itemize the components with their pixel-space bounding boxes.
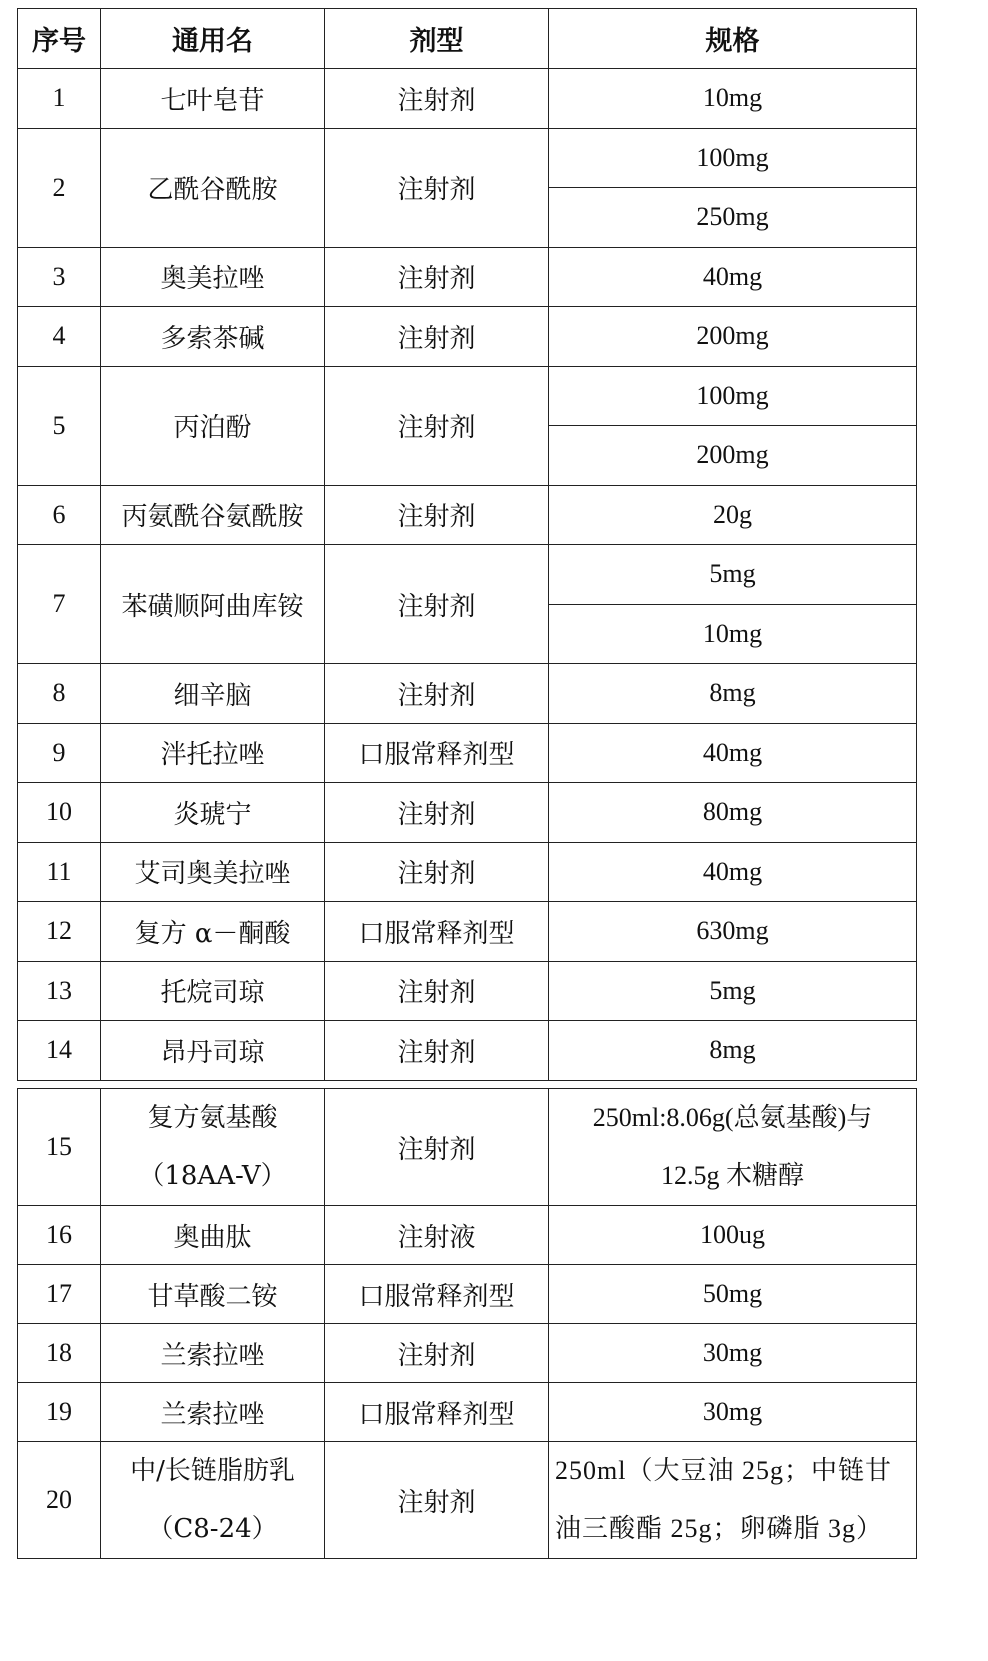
table-row [18,1383,917,1442]
drug-name: 七叶皂苷 [101,69,325,129]
drug-name: 丙泊酚 [101,366,325,485]
drug-name: 甘草酸二铵 [101,1265,325,1324]
row-number: 10 [18,783,101,843]
drug-name: 泮托拉唑 [101,723,325,783]
row-number: 17 [18,1265,101,1324]
table-row [18,247,917,307]
spec-cell: 5mg [549,545,917,605]
row-number: 5 [18,366,101,485]
table-row [18,902,917,962]
drug-name [101,1089,325,1206]
dosage-form: 注射剂 [325,366,549,485]
row-number: 8 [18,664,101,724]
row-number: 1 [18,69,101,129]
table-row [18,69,917,129]
table-row [18,664,917,724]
header-row [18,9,917,69]
drug-name: 兰索拉唑 [101,1324,325,1383]
row-number: 11 [18,842,101,902]
dosage-form: 口服常释剂型 [325,902,549,962]
table-row [18,842,917,902]
drug-name [101,1442,325,1559]
dosage-form: 注射剂 [325,128,549,247]
spec-cell: 30mg [549,1383,917,1442]
spec-cell [549,1442,917,1559]
table-row [18,366,917,426]
drug-name: 复方 α－酮酸 [101,902,325,962]
table-row [18,1021,917,1081]
row-number: 6 [18,485,101,545]
drug-name: 苯磺顺阿曲库铵 [101,545,325,664]
spec-line: 250ml（大豆油 25g；中链甘 [555,1456,892,1485]
row-number: 13 [18,961,101,1021]
row-number: 14 [18,1021,101,1081]
drug-name-line: （18AA-V） [138,1161,287,1191]
row-number: 4 [18,307,101,367]
dosage-form: 注射剂 [325,247,549,307]
drug-name: 炎琥宁 [101,783,325,843]
spec-cell: 200mg [549,307,917,367]
spec-cell: 5mg [549,961,917,1021]
table-row [18,128,917,188]
row-number: 16 [18,1206,101,1265]
table-row [18,783,917,843]
drug-name: 昂丹司琼 [101,1021,325,1081]
spec-cell: 30mg [549,1324,917,1383]
row-number: 18 [18,1324,101,1383]
dosage-form: 注射剂 [325,783,549,843]
dosage-form: 口服常释剂型 [325,1265,549,1324]
dosage-form: 注射剂 [325,1324,549,1383]
spec-cell: 10mg [549,69,917,129]
spec-cell: 8mg [549,664,917,724]
spec-cell: 10mg [549,604,917,664]
row-number: 19 [18,1383,101,1442]
header-spec: 规格 [549,9,917,69]
dosage-form: 注射剂 [325,545,549,664]
drug-name: 细辛脑 [101,664,325,724]
table-row [18,307,917,367]
row-number: 20 [18,1442,101,1559]
spec-cell: 40mg [549,723,917,783]
spec-line: 12.5g 木糖醇 [660,1161,804,1190]
spec-cell: 50mg [549,1265,917,1324]
drug-name-line: （C8-24） [147,1514,278,1544]
table-row [18,545,917,605]
spec-cell: 20g [549,485,917,545]
table-row [18,1089,917,1206]
drug-name: 兰索拉唑 [101,1383,325,1442]
table-row [18,1324,917,1383]
dosage-form: 口服常释剂型 [325,723,549,783]
dosage-form: 口服常释剂型 [325,1383,549,1442]
spec-line: 油三酸酯 25g；卵磷脂 3g） [555,1514,884,1543]
table-row [18,1442,917,1559]
table-row [18,485,917,545]
row-number: 15 [18,1089,101,1206]
drug-name: 乙酰谷酰胺 [101,128,325,247]
row-number: 7 [18,545,101,664]
spec-cell: 200mg [549,426,917,486]
spec-cell: 40mg [549,842,917,902]
header-form: 剂型 [325,9,549,69]
drug-name-line: 中/长链脂肪乳 [130,1456,295,1486]
drug-name: 艾司奥美拉唑 [101,842,325,902]
table-row [18,961,917,1021]
table-row [18,723,917,783]
spec-cell: 100mg [549,366,917,426]
dosage-form: 注射剂 [325,1442,549,1559]
spec-cell: 40mg [549,247,917,307]
spec-cell: 100mg [549,128,917,188]
table-row [18,1206,917,1265]
spec-cell: 630mg [549,902,917,962]
header-name: 通用名 [101,9,325,69]
spec-line: 250ml:8.06g(总氨基酸)与 [592,1103,873,1132]
dosage-form: 注射剂 [325,842,549,902]
row-number: 12 [18,902,101,962]
header-index: 序号 [18,9,101,69]
spec-cell: 100ug [549,1206,917,1265]
table-row [18,1265,917,1324]
dosage-form: 注射液 [325,1206,549,1265]
dosage-form: 注射剂 [325,69,549,129]
spec-cell: 250mg [549,188,917,248]
drug-name: 丙氨酰谷氨酰胺 [101,485,325,545]
spec-cell: 8mg [549,1021,917,1081]
dosage-form: 注射剂 [325,664,549,724]
dosage-form: 注射剂 [325,1021,549,1081]
drug-name: 多索茶碱 [101,307,325,367]
drug-table-part-2 [17,1088,917,1559]
dosage-form: 注射剂 [325,961,549,1021]
row-number: 9 [18,723,101,783]
drug-name: 奥美拉唑 [101,247,325,307]
drug-name: 托烷司琼 [101,961,325,1021]
drug-name-line: 复方氨基酸 [147,1103,278,1133]
spec-cell: 80mg [549,783,917,843]
drug-name: 奥曲肽 [101,1206,325,1265]
row-number: 2 [18,128,101,247]
dosage-form: 注射剂 [325,1089,549,1206]
dosage-form: 注射剂 [325,485,549,545]
dosage-form: 注射剂 [325,307,549,367]
drug-table-part-1 [17,8,917,1081]
row-number: 3 [18,247,101,307]
spec-cell [549,1089,917,1206]
